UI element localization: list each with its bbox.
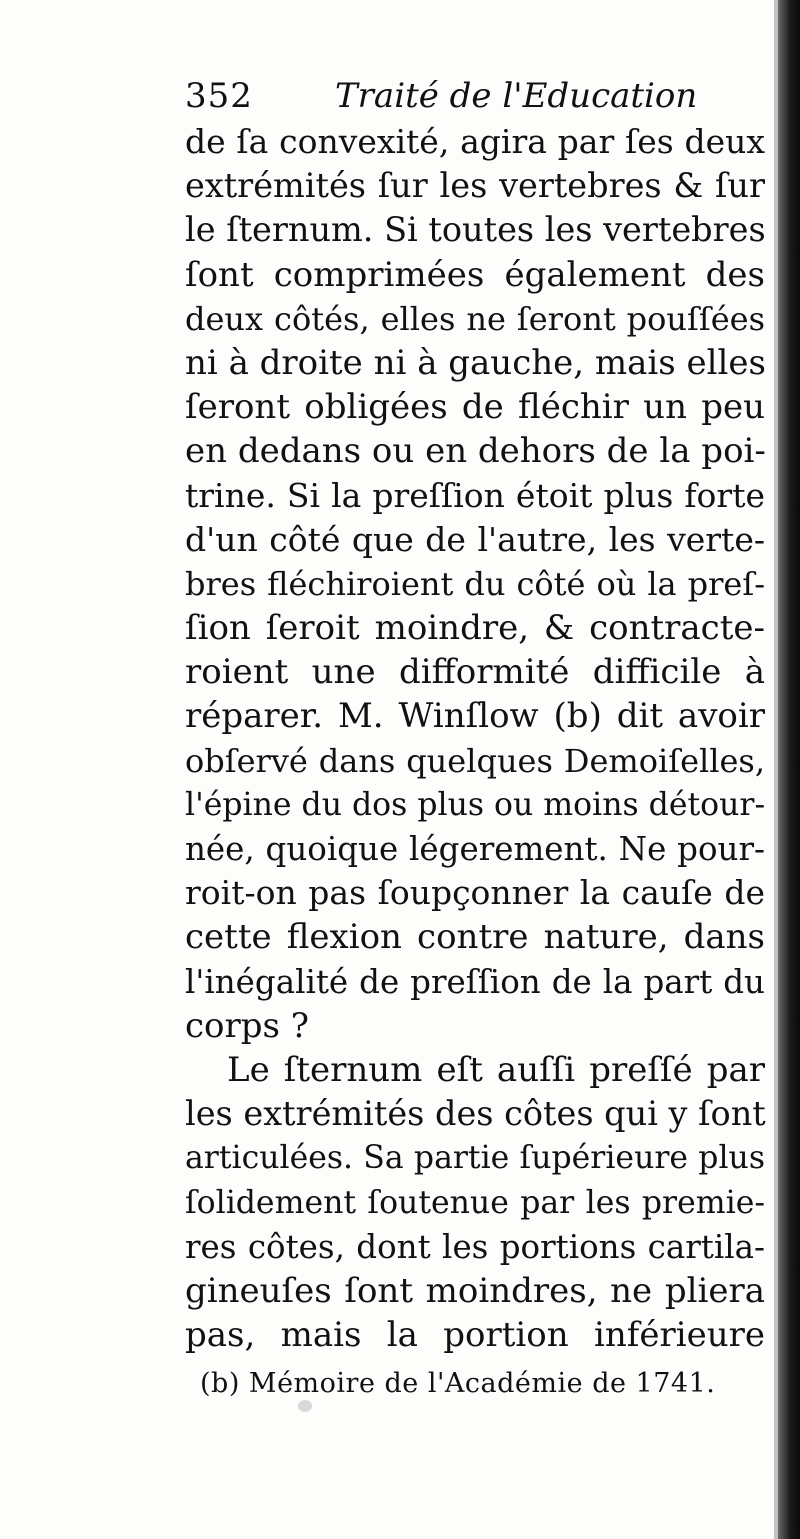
text-line: l'inégalité de preſſion de la part du [185,962,765,1001]
text-line: ſolidement ſoutenue par les premie- [185,1184,765,1221]
text-line: obſervé dans quelques Demoiſelles, [185,741,765,780]
text-line: deux côtés, elles ne ſeront pouſſées [185,299,765,338]
text-line: l'épine du dos plus ou moins détour- [185,786,766,823]
text-line: trine. Si la preſſion étoit plus forte [185,475,765,515]
footnote: (b) Mémoire de l'Académie de 1741. [200,1368,716,1399]
text-line: en dedans ou en dehors de la poi- [185,431,766,472]
running-title: Traité de l'Education [335,76,698,116]
text-line: pas, mais la portion inférieure [185,1315,765,1356]
text-line: articulées. Sa partie ſupérieure plus [185,1140,765,1177]
body-text [185,120,765,1357]
text-line: ſont comprimées également des [185,254,765,295]
text-line: ſion ſeroit moindre, & contracte- [185,608,765,649]
text-line: roit-on pas ſoupçonner la cauſe de [185,873,765,913]
text-line: ſeront obligées de fléchir un peu [185,387,765,428]
text-line: extrémités ſur les vertebres & ſur [185,166,765,206]
binding-edge [778,0,800,1539]
page-number: 352 [185,76,253,116]
text-line: roient une difformité difficile à [185,652,765,693]
text-line: réparer. M. Winſlow (b) dit avoir [185,696,765,737]
text-line: ni à droite ni à gauche, mais elles [185,342,766,383]
text-line: de ſa convexité, agira par ſes deux [185,122,765,161]
running-head [185,68,745,124]
text-line: le ſternum. Si toutes les vertebres [185,210,766,250]
text-line: les extrémités des côtes qui y ſont [185,1094,766,1134]
text-line: res côtes, dont les portions cartila- [185,1227,765,1266]
ink-smudge [298,1400,312,1412]
text-line: d'un côté que de l'autre, les verte- [185,519,765,559]
paragraph-start-line: Le ſternum eſt auſſi preſſé par [227,1049,765,1090]
paragraph-end-line: corps ? [185,1005,310,1046]
text-line: née, quoique légerement. Ne pour- [185,830,765,868]
text-line: bres fléchiroient du côté où la preſ- [185,564,765,603]
text-line: cette flexion contre nature, dans [185,917,765,958]
text-line: gineuſes ſont moindres, ne pliera [185,1270,765,1311]
